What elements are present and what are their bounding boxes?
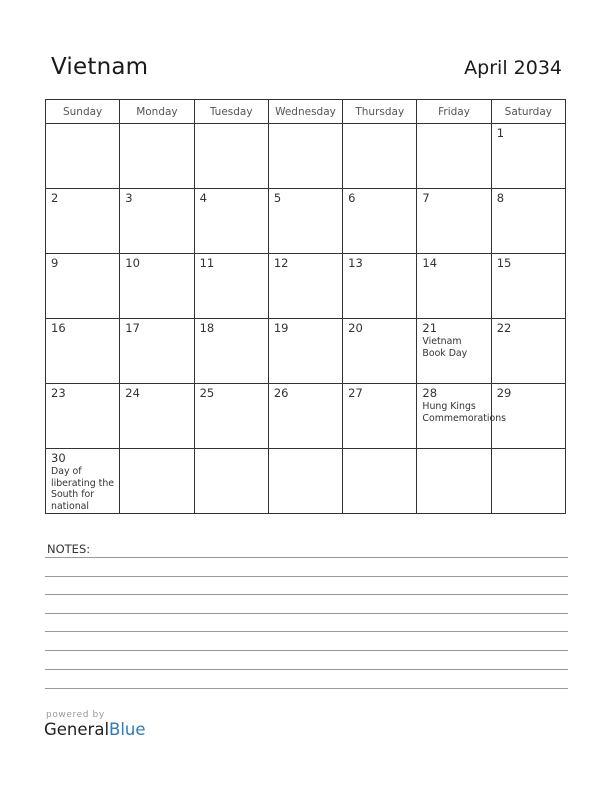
day-cell — [491, 449, 565, 514]
month-year-title: April 2034 — [464, 57, 562, 79]
note-line — [45, 650, 568, 651]
day-cell — [417, 189, 491, 254]
day-cell — [343, 449, 417, 514]
day-cell — [120, 189, 194, 254]
week-row — [46, 254, 566, 319]
day-cell — [491, 254, 565, 319]
note-line — [45, 688, 568, 689]
day-cell — [343, 319, 417, 384]
day-number: 15 — [496, 256, 512, 270]
day-cell — [268, 384, 342, 449]
day-number: 5 — [273, 191, 282, 205]
day-number: 3 — [125, 191, 133, 205]
notes-label: NOTES: — [47, 542, 91, 556]
day-cell — [120, 124, 194, 189]
day-number: 11 — [199, 256, 215, 270]
day-number: 23 — [51, 386, 66, 400]
logo-blue: Blue — [109, 720, 146, 739]
note-line — [45, 594, 568, 595]
week-row — [46, 319, 566, 384]
weekday-tuesday: Tuesday — [194, 100, 268, 124]
weekday-monday: Monday — [120, 100, 194, 124]
day-number: 13 — [348, 256, 363, 270]
day-cell — [343, 124, 417, 189]
generalblue-logo[interactable] — [44, 720, 146, 739]
day-cell — [268, 449, 342, 514]
day-cell — [268, 189, 342, 254]
day-number: 29 — [496, 386, 512, 400]
day-cell — [46, 124, 120, 189]
day-cell — [268, 124, 342, 189]
day-cell — [194, 189, 268, 254]
calendar-grid — [45, 99, 566, 514]
day-cell — [194, 384, 268, 449]
day-number: 12 — [273, 256, 289, 270]
holiday-label: Vietnam Book Day — [422, 336, 468, 359]
day-cell — [120, 254, 194, 319]
note-line — [45, 613, 568, 614]
day-number: 10 — [125, 256, 140, 270]
day-number: 1 — [496, 126, 505, 140]
day-cell — [417, 254, 491, 319]
day-cell — [120, 449, 194, 514]
holiday-label: Day of liberating the South for national — [51, 466, 115, 512]
note-line — [45, 557, 568, 558]
day-cell — [120, 319, 194, 384]
day-cell — [46, 449, 120, 514]
weekday-saturday: Saturday — [491, 100, 565, 124]
day-number: 6 — [348, 191, 356, 205]
day-cell — [46, 384, 120, 449]
weekday-wednesday: Wednesday — [268, 100, 342, 124]
day-cell — [46, 254, 120, 319]
day-cell — [268, 319, 342, 384]
day-cell — [194, 319, 268, 384]
day-number: 21 — [422, 321, 438, 335]
day-number: 4 — [199, 191, 207, 205]
logo-general: General — [44, 720, 110, 739]
day-number: 17 — [125, 321, 140, 335]
day-cell — [343, 384, 417, 449]
day-number: 14 — [422, 256, 438, 270]
day-number: 9 — [51, 256, 59, 270]
day-cell — [491, 189, 565, 254]
week-row — [46, 384, 566, 449]
note-line — [45, 669, 568, 670]
day-cell — [417, 124, 491, 189]
week-row — [46, 449, 566, 514]
weekday-thursday: Thursday — [343, 100, 417, 124]
day-number: 22 — [496, 321, 512, 335]
day-cell — [194, 449, 268, 514]
day-number: 25 — [199, 386, 215, 400]
weekday-sunday: Sunday — [46, 100, 120, 124]
day-cell — [491, 124, 565, 189]
day-number: 8 — [496, 191, 505, 205]
holiday-label: Hung Kings Commemorations — [422, 401, 507, 424]
day-cell — [491, 319, 565, 384]
day-cell — [417, 319, 491, 384]
day-number: 26 — [273, 386, 289, 400]
weekday-friday: Friday — [417, 100, 491, 124]
day-cell — [120, 384, 194, 449]
day-number: 7 — [422, 191, 430, 205]
weekday-header-row — [46, 100, 566, 124]
day-number: 28 — [422, 386, 438, 400]
powered-by-text: powered by — [46, 710, 105, 720]
day-number: 30 — [51, 451, 66, 465]
day-number: 16 — [51, 321, 66, 335]
day-number: 27 — [348, 386, 363, 400]
day-number: 18 — [199, 321, 215, 335]
country-title: Vietnam — [51, 54, 149, 80]
note-line — [45, 576, 568, 577]
week-row — [46, 124, 566, 189]
day-cell — [46, 189, 120, 254]
note-line — [45, 631, 568, 632]
day-cell — [46, 319, 120, 384]
day-number: 19 — [273, 321, 289, 335]
day-number: 2 — [51, 191, 59, 205]
day-number: 20 — [348, 321, 363, 335]
day-cell — [343, 189, 417, 254]
day-number: 24 — [125, 386, 140, 400]
day-cell — [343, 254, 417, 319]
week-row — [46, 189, 566, 254]
day-cell — [194, 124, 268, 189]
day-cell — [417, 449, 491, 514]
day-cell — [268, 254, 342, 319]
day-cell — [194, 254, 268, 319]
